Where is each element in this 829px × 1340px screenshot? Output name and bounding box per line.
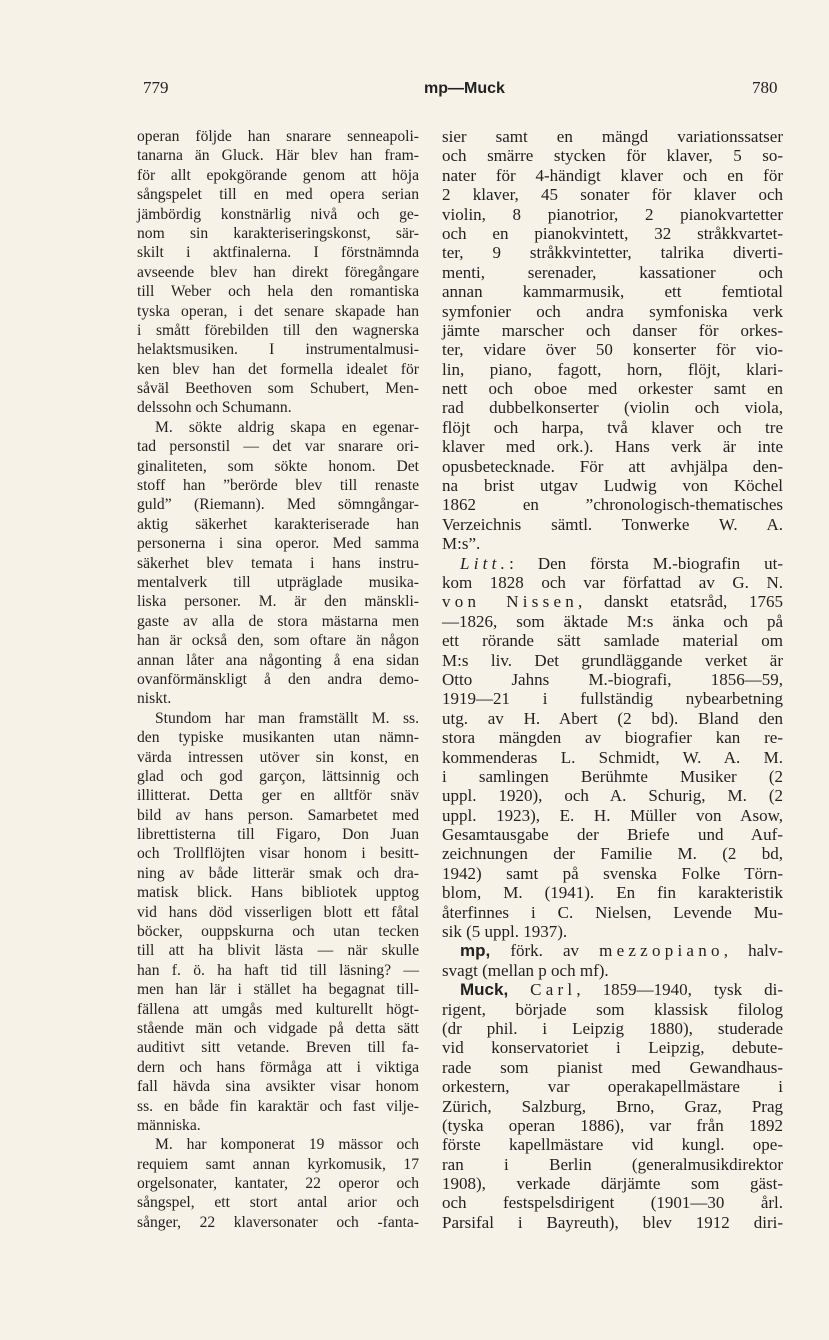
text-line: opusbetecknade. För att avhjälpa den-: [442, 456, 783, 476]
text-line: återfinnes i C. Nielsen, Levende Mu-: [442, 902, 783, 922]
text-line: dern och hans förmåga att i viktiga: [137, 1058, 419, 1076]
text-line: operan följde han snarare senneapoli-: [137, 128, 419, 145]
text-line: vid hans död visserligen blott ett fåtal: [137, 903, 419, 921]
text-line: till Weber och hela den romantiska: [137, 283, 419, 301]
text-line: svagt (mellan p och mf).: [442, 960, 609, 980]
text-line: (tyska operan 1886), var från 1892: [442, 1115, 783, 1135]
text-line: Zürich, Salzburg, Brno, Graz, Prag: [442, 1096, 783, 1116]
text-line: librettisterna till Figaro, Don Juan: [137, 826, 419, 844]
page-number-right: 780: [752, 78, 778, 97]
text-line: ss. en både fin karaktär och fast vilje-: [137, 1097, 419, 1115]
text-segment: [508, 980, 530, 999]
text-line: fall hävda sina avsikter visar honom: [137, 1078, 419, 1096]
text-line: matisk blick. Hans bibliotek upptog: [137, 884, 419, 902]
text-line: ken blev han det formella idealet för: [137, 360, 419, 378]
text-line: M:s”.: [442, 534, 481, 554]
text-line: till att ha blivit lästa — när skulle: [137, 942, 419, 960]
text-line: vid konservatoriet i Leipzig, debute-: [442, 1038, 783, 1058]
text-line: i smått förebilden till den wagnerska: [137, 321, 419, 339]
text-line: i samlingen Berühmte Musiker (2: [442, 766, 783, 786]
text-line: tad personstil — det var snarare ori-: [137, 438, 419, 456]
entry-headword: mp,: [460, 941, 491, 961]
text-line: ran i Berlin (generalmusikdirektor: [442, 1154, 783, 1174]
text-line: värda intressen utöver sin konst, en: [137, 748, 419, 766]
text-line: na brist utgav Ludwig von Köchel: [442, 476, 783, 496]
text-segment: : Den första M.-biografin ut-: [509, 553, 783, 573]
text-line: M. sökte aldrig skapa en egenar-: [155, 418, 419, 436]
text-line: rade som pianist med Gewandhaus-: [442, 1057, 783, 1077]
text-line: rigent, började som klassisk filolog: [442, 999, 783, 1019]
text-line: glad och god garçon, lättsinnig och: [137, 767, 419, 785]
text-line: nett och oboe med orkester samt en: [442, 379, 783, 399]
text-line: ter, vidare över 50 konserter för vio-: [442, 340, 783, 360]
text-line: stående män och vidgade på detta sätt: [137, 1019, 419, 1037]
text-line: Otto Jahns M.-biografi, 1856—59,: [442, 669, 783, 689]
text-line: klaver med ork.). Hans verk är inte: [442, 437, 783, 457]
text-line: såväl Beethoven som Schubert, Men-: [137, 380, 419, 398]
text-line: personerna i sina operor. Med samma: [137, 535, 419, 553]
text-line: sier samt en mängd variationssatser: [442, 127, 783, 146]
text-line: Gesamtausgabe der Briefe und Auf-: [442, 825, 783, 845]
text-line: aktig säkerhet karakteriserade han: [137, 515, 419, 533]
text-line: sånger, 22 klaversonater och -fanta-: [137, 1213, 419, 1231]
right-column: [442, 127, 783, 1232]
text-line: blom, M. (1941). En fin karakteristik: [442, 883, 783, 903]
text-line: och en pianokvintett, 32 stråkkvartet-: [442, 223, 783, 243]
text-line: kom 1828 och var författad av G. N.: [442, 572, 783, 592]
text-line: Verzeichnis sämtl. Tonwerke W. A.: [442, 514, 783, 534]
text-segment: Litt.: [460, 553, 510, 573]
text-line: säkerhet blev temata i hans instru-: [137, 554, 419, 572]
text-line: —1826, som äktade M:s änka och på: [442, 611, 783, 631]
text-line: utg. av H. Abert (2 bd). Bland den: [442, 708, 783, 728]
text-line: Stundom har man framställt M. ss.: [155, 709, 419, 727]
text-segment: , danskt etatsråd, 1765: [578, 592, 784, 612]
text-line: bild av hans person. Samarbetet med: [137, 806, 419, 824]
text-line: ginaliteten, som sökte honom. Det: [137, 457, 419, 475]
text-line: nom sin karakteriseringskonst, sär-: [137, 224, 419, 242]
entry-headword: Muck,: [460, 980, 509, 1000]
text-line: helaktsmusiken. I instrumentalmusi-: [137, 341, 419, 359]
text-line: och Trollflöjten visar honom i besitt-: [137, 845, 419, 863]
text-segment: , 1859—1940, tysk di-: [576, 980, 783, 1000]
text-line: liska personer. M. är den mänskli-: [137, 593, 419, 611]
text-line: människa.: [137, 1116, 201, 1134]
text-line: violin, 8 pianotrior, 2 pianokvartetter: [442, 204, 783, 224]
text-line: den typiske musikanten utan nämn-: [137, 729, 419, 747]
text-line: han är också den, som oftare än någon: [137, 632, 419, 650]
text-line: tyska operan, i det senare skapade han: [137, 302, 419, 320]
text-line: orgelsonater, kantater, 22 operor och: [137, 1175, 419, 1193]
text-line: 2 klaver, 45 sonater för klaver och: [442, 185, 783, 205]
left-column: [137, 127, 419, 1232]
page-number-left: 779: [143, 78, 169, 97]
text-line: niskt.: [137, 690, 172, 708]
text-line: ovanförmänskligt å den andra demo-: [137, 670, 419, 688]
text-line: stoff han ”berörde blev till renaste: [137, 477, 419, 495]
text-line: menti, serenader, kassationer och: [442, 262, 783, 282]
text-line: för allt epokgörande genom att höja: [137, 166, 419, 184]
text-line: uppl. 1920), och A. Schurig, M. (2: [442, 786, 783, 806]
text-line: fällena att umgås med kulturellt högt-: [137, 1000, 419, 1018]
text-line: lin, piano, fagott, horn, flöjt, klari-: [442, 359, 783, 379]
text-line: 1862 en ”chronologisch-thematisches: [442, 495, 783, 515]
text-line: ning av både litterär smak och dra-: [137, 864, 419, 882]
text-line: orkestern, var operakapellmästare i: [442, 1077, 783, 1097]
text-line: 1919—21 i fullständig nybearbetning: [442, 689, 783, 709]
text-line: sångspel, ett stort antal arior och: [137, 1194, 419, 1212]
running-head: mp—Muck: [424, 80, 505, 97]
text-line: annan kammarmusik, ett femtiotal: [442, 282, 783, 302]
text-line: avseende blev han direkt föregångare: [137, 263, 419, 281]
text-line: M. har komponerat 19 mässor och: [155, 1136, 419, 1154]
text-line: ter, 9 stråkkvintetter, talrika diverti-: [442, 243, 783, 263]
text-segment: mezzopiano: [599, 941, 724, 961]
text-line: gaste av alla de stora mästarna men: [137, 612, 419, 630]
text-line: och smärre stycken för klaver, 5 so-: [442, 146, 783, 166]
text-line: jämte marscher och danser för orkes-: [442, 320, 783, 340]
text-line: (dr phil. i Leipzig 1880), studerade: [442, 1018, 783, 1038]
text-line: 1908), verkade därjämte som gäst-: [442, 1174, 783, 1194]
text-line: men han lär i stället ha begagnat till-: [137, 981, 419, 999]
text-line: stora mängden av biografier kan re-: [442, 728, 783, 748]
text-line: [442, 554, 783, 573]
text-line: symfonier och andra symfoniska verk: [442, 301, 783, 321]
text-line: zeichnungen der Familie M. (2 bd,: [442, 844, 783, 864]
text-line: auditivt sitt vetande. Breven till fa-: [137, 1039, 419, 1057]
text-segment: , halv-: [723, 941, 783, 961]
text-segment: Carl: [530, 980, 577, 1000]
text-line: ett rörande sätt samlade material om: [442, 631, 783, 651]
text-line: kommenderas L. Schmidt, W. A. M.: [442, 747, 783, 767]
text-line: uppl. 1923), E. H. Müller von Asow,: [442, 805, 783, 825]
text-line: skilt i aktfinalerna. I förstnämnda: [137, 244, 419, 262]
text-line: flöjt och harpa, två klaver och tre: [442, 417, 783, 437]
text-line: jämbördig konstnärlig nivå och ge-: [137, 205, 419, 223]
text-line: guld” (Riemann). Med sömngångar-: [137, 496, 419, 514]
text-line: nater för 4-händigt klaver och en för: [442, 165, 783, 185]
text-line: förste kapellmästare vid kungl. ope-: [442, 1135, 783, 1155]
text-line: mentalverk till utpräglade musika-: [137, 573, 419, 591]
text-line: tanarna än Gluck. Här blev han fram-: [137, 147, 419, 165]
text-line: rad dubbelkonserter (violin och viola,: [442, 398, 783, 418]
text-line: böcker, ouppskurna och utan tecken: [137, 923, 419, 941]
text-line: han f. ö. ha haft tid till läsning? —: [137, 961, 419, 979]
text-line: sångspelet till en med opera serian: [137, 186, 419, 204]
text-line: requiem samt annan kyrkomusik, 17: [137, 1155, 419, 1173]
text-line: delssohn och Schumann.: [137, 399, 292, 417]
text-line: illitterat. Detta ger en alltför snäv: [137, 787, 419, 805]
text-line: annan låter ana någonting å ena sidan: [137, 651, 419, 669]
text-line: [442, 941, 783, 960]
text-line: sik (5 uppl. 1937).: [442, 922, 568, 942]
text-line: och festspelsdirigent (1901—30 årl.: [442, 1193, 783, 1213]
text-line: [442, 592, 783, 611]
text-line: [442, 980, 783, 999]
text-line: M:s liv. Det grundläggande verket är: [442, 650, 783, 670]
text-segment: förk. av: [490, 941, 600, 961]
text-line: Parsifal i Bayreuth), blev 1912 diri-: [442, 1212, 783, 1232]
text-line: 1942) samt på svenska Folke Törn-: [442, 863, 783, 883]
text-segment: von Nissen: [442, 592, 579, 612]
